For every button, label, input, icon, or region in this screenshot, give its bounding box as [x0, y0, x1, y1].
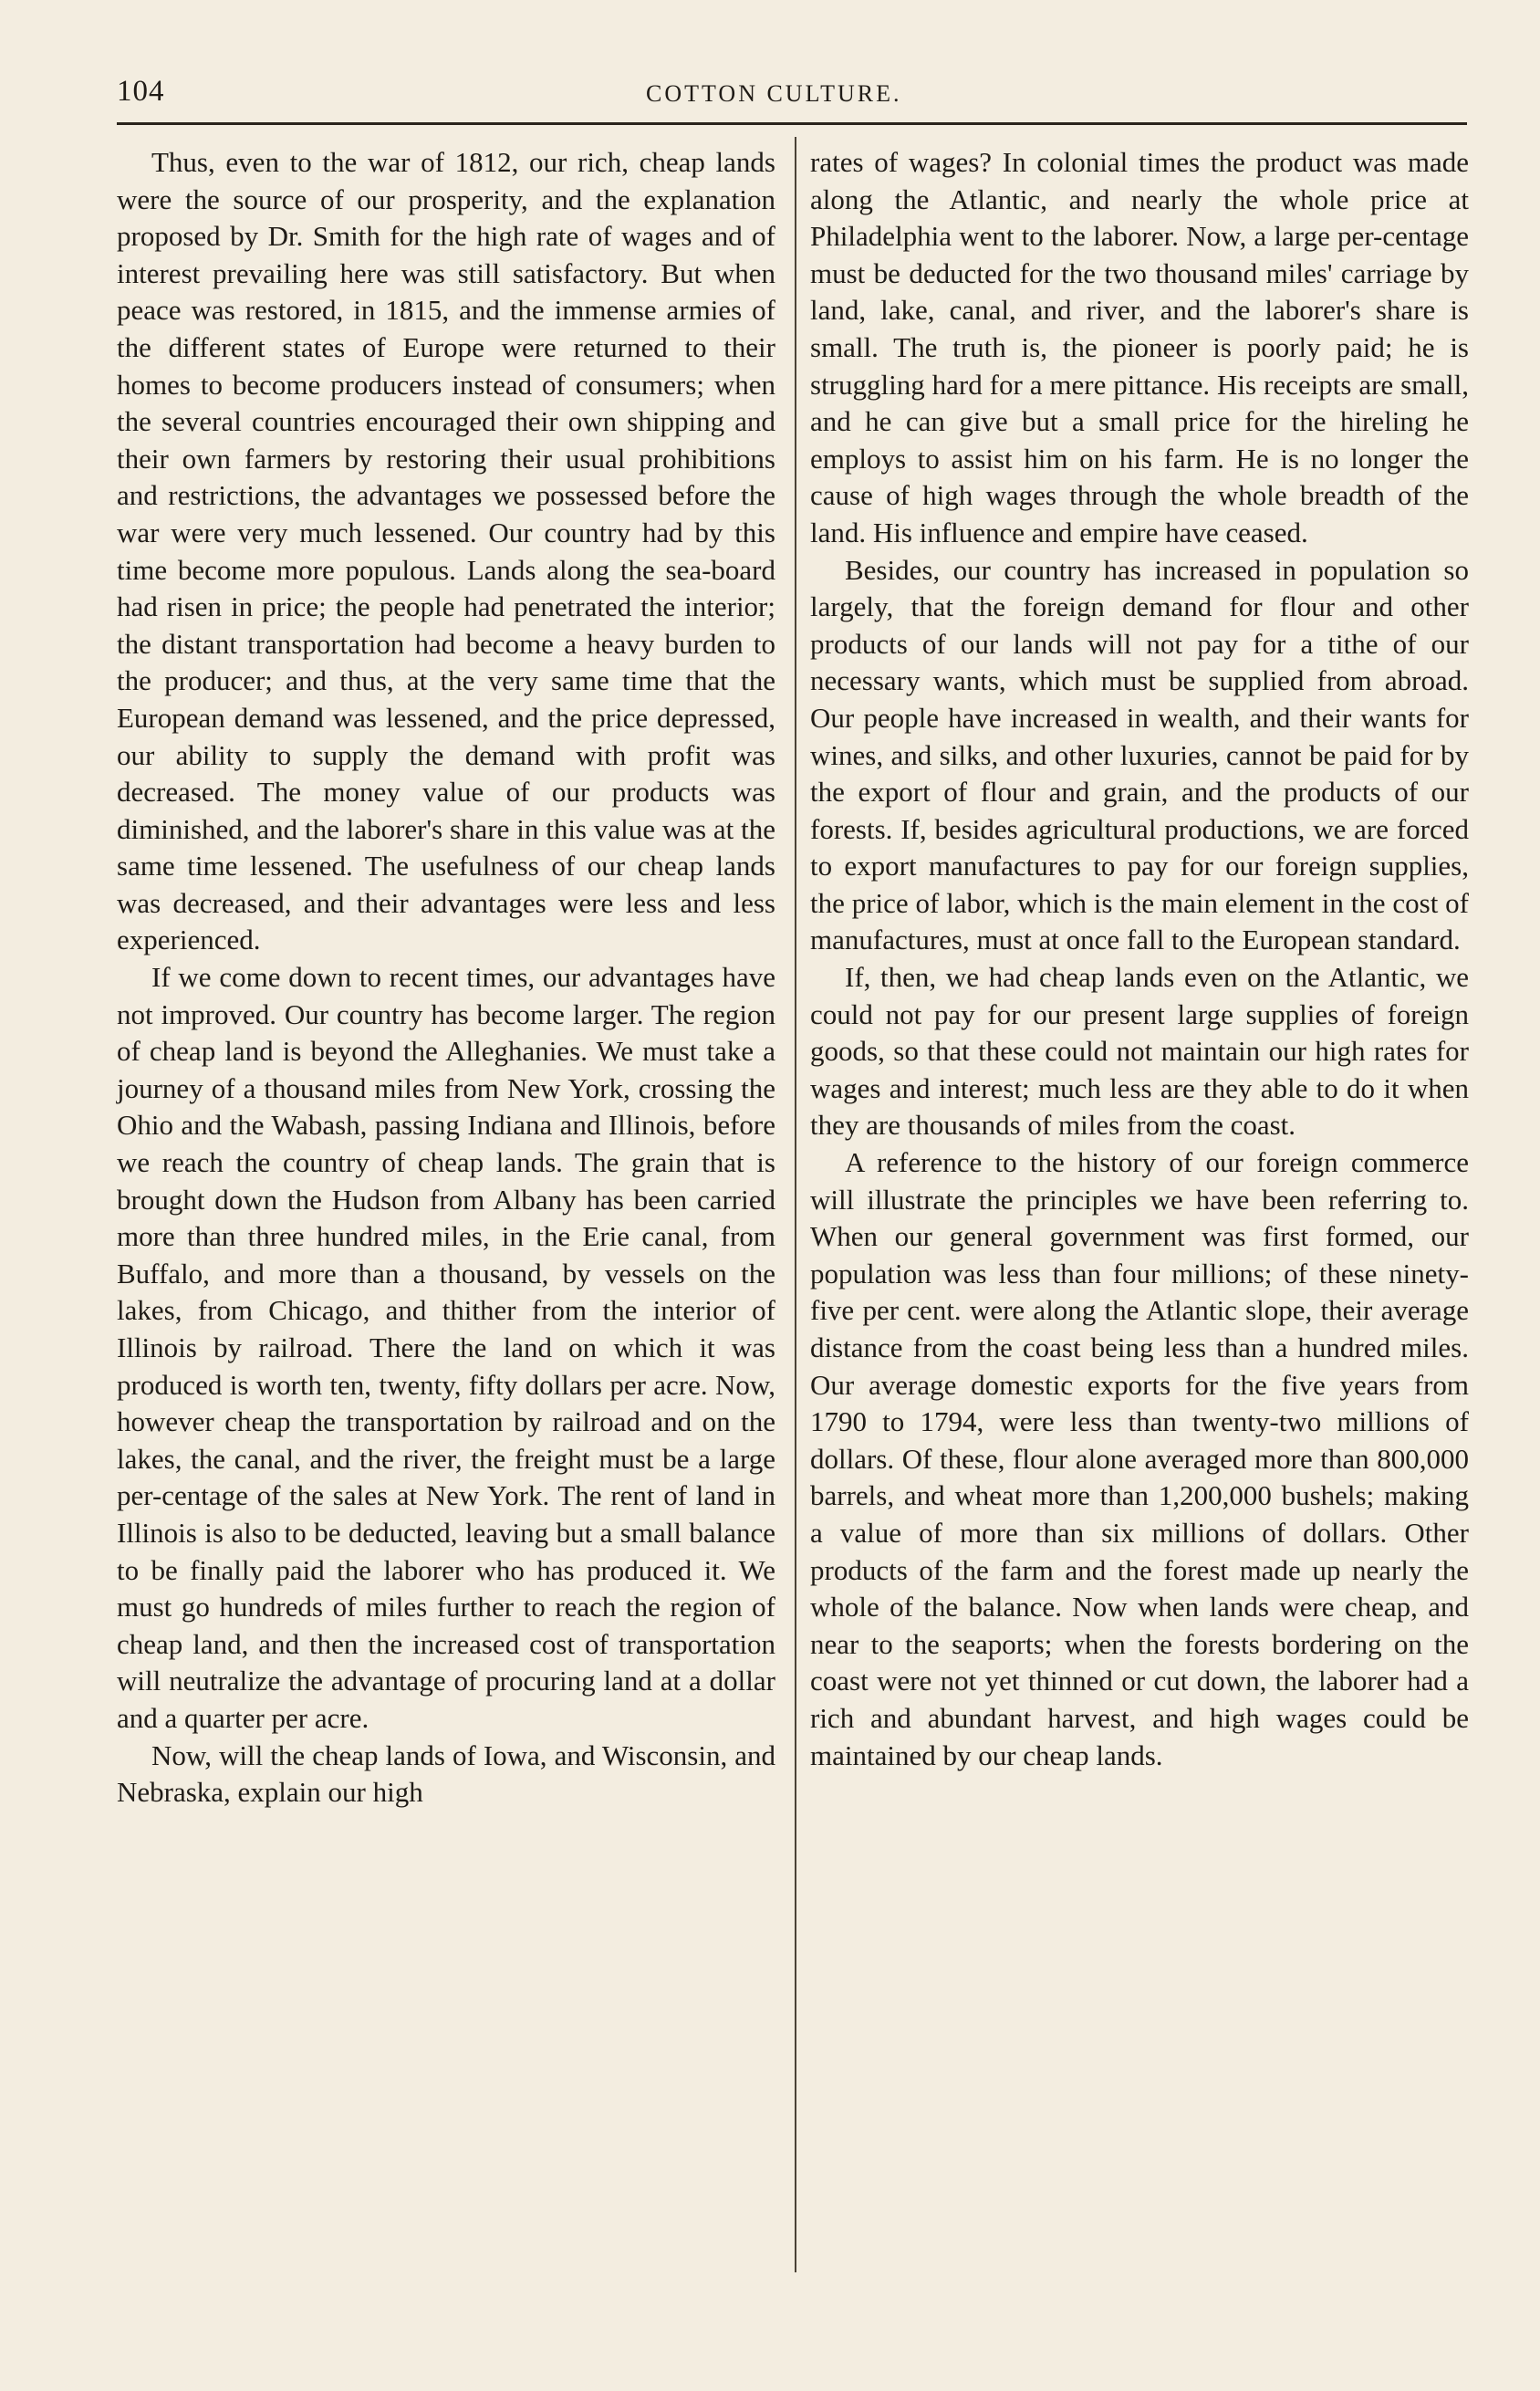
paragraph: Thus, even to the war of 1812, our rich, cheap lands were the source of our prosperity, and the explanation proposed by Dr. Smith for the high rate of wages and of interest prevailing here was still satisfactory. But when peace was restored, in 1815, and the immense armies of the different states of Europe were returned to their homes to become producers instead of consumers; when the several countries encouraged their own shipping and their own farmers by restoring their usual prohibitions and restrictions, the advantages we possessed before the war were very much lessened. Our country had by this time become more populous. Lands along the sea-board had risen in price; the people had penetrated the interior; the distant transportation had become a heavy burden to the producer; and thus, at the very same time that the European demand was lessened, and the price depressed, our ability to supply the demand with profit was decreased. The money value of our products was diminished, and the laborer's share in this value was at the same time lessened. The usefulness of our cheap lands was decreased, and their advantages were less and less experienced. [117, 146, 775, 956]
running-title: COTTON CULTURE. [646, 80, 902, 107]
paragraph: If we come down to recent times, our advantages have not improved. Our country has become larger. The region of cheap land is beyond the Alleghanies. We must take a journey of a thousand miles from New York, crossing the Ohio and the Wabash, passing Indiana and Illinois, before we reach the country of cheap lands. The grain that is brought down the Hudson from Albany has been carried more than three hundred miles, in the Erie canal, from Buffalo, and more than a thousand, by vessels on the lakes, from Chicago, and thither from the interior of Illinois by railroad. There the land on which it was produced is worth ten, twenty, fifty dollars per acre. Now, however cheap the transportation by railroad and on the lakes, the canal, and the river, the freight must be a large per-centage of the sales at New York. The rent of land in Illinois is also to be deducted, leaving but a small balance to be finally paid the laborer who has produced it. We must go hundreds of miles further to reach the region of cheap land, and then the increased cost of transportation will neutralize the advantage of procuring land at a dollar and a quarter per acre. [117, 961, 775, 1734]
left-column [117, 144, 775, 2271]
paragraph: Besides, our country has increased in population so largely, that the foreign demand for flour and other products of our lands will not pay for a tithe of our necessary wants, which must be supplied from abroad. Our people have increased in wealth, and their wants for wines, and silks, and other luxuries, cannot be paid for by the export of flour and grain, and the products of our forests. If, besides agricultural productions, we are forced to export manufactures to pay for our foreign supplies, the price of labor, which is the main element in the cost of manufactures, must at once fall to the European standard. [810, 553, 1469, 956]
paragraph: If, then, we had cheap lands even on the Atlantic, we could not pay for our present large supplies of foreign goods, so that these could not maintain our high rates for wages and interest; much less are they able to do it when they are thousands of miles from the coast. [810, 961, 1469, 1142]
right-column [810, 144, 1469, 2271]
paragraph: A reference to the history of our foreign commerce will illustrate the principles we have been referring to. When our general government was first formed, our population was less than four millions; of these ninety-five per cent. were along the Atlantic slope, their average distance from the coast being less than a hundred miles. Our average domestic exports for the five years from 1790 to 1794, were less than twenty-two millions of dollars. Of these, flour alone averaged more than 800,000 barrels, and wheat more than 1,200,000 bushels; making a value of more than six millions of dollars. Other products of the farm and the forest made up nearly the whole of the balance. Now when lands were cheap, and near to the seaports; when the forests bordering on the coast were not yet thinned or cut down, the laborer had a rich and abundant harvest, and high wages could be maintained by our cheap lands. [810, 1146, 1469, 1771]
column-divider [795, 137, 796, 2272]
page-header [117, 75, 1467, 111]
header-rule [117, 122, 1467, 125]
paragraph: Now, will the cheap lands of Iowa, and Wisconsin, and Nebraska, explain our high [117, 1738, 775, 1809]
page-number: 104 [117, 75, 165, 108]
paragraph: rates of wages? In colonial times the product was made along the Atlantic, and nearly the whole price at Philadelphia went to the laborer. Now, a large per-centage must be deducted for the two thousand miles' carriage by land, lake, canal, and river, and the laborer's share is small. The truth is, the pioneer is poorly paid; he is struggling hard for a mere pittance. His receipts are small, and he can give but a small price for the hireling he employs to assist him on his farm. He is no longer the cause of high wages through the whole breadth of the land. His influence and empire have ceased. [810, 146, 1469, 548]
